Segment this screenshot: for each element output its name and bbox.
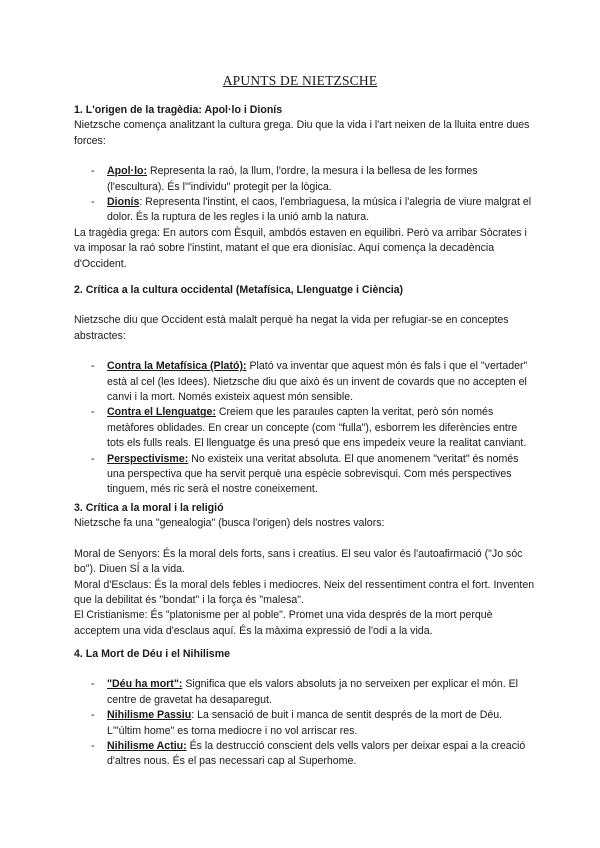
list-item-text: No existeix una veritat absoluta. El que anomenem "veritat" és només una perspectiva que ha servit perquè una espècie sobrevisqui. Com més perspectives tinguem, més ric serà el nostre coneixement. (107, 452, 519, 496)
list-item (74, 739, 536, 770)
page-title: APUNTS DE NIETZSCHE (222, 73, 378, 88)
list-item-term: Nihilisme Actiu: (107, 740, 187, 753)
list-item (74, 708, 536, 739)
list-item-text: És la destrucció conscient dels vells valors per deixar espai a la creació d'altres nous. És el pas necessari cap al Superhome. (107, 740, 526, 768)
section-intro: Nietzsche fa una "genealogia" (busca l'origen) dels nostres valors: (74, 517, 385, 530)
paragraph: Moral d'Esclaus: És la moral dels febles i mediocres. Neix del ressentiment contra el fort. Inventen que la debilitat és "bondat" i la força és "malesa". (74, 578, 535, 607)
list-item-term: Nihilisme Passiu (107, 709, 192, 722)
section-outro: La tragèdia grega: En autors com Èsquil, ambdós estaven en equilibri. Però va arribar Sòcrates i va imposar la raó sobre l'instint, matant el que era dionisíac. Aquí comença la decadència d'Occident. (74, 226, 527, 270)
list-item-text: : La sensació de buit i manca de sentit després de la mort de Déu. L'"últim home" es torna mediocre i no vol arriscar res. (107, 709, 503, 737)
list-item-term: Contra la Metafísica (Plató): (107, 360, 247, 373)
list-item-text: Significa que els valors absoluts ja no serveixen per explicar el món. El centre de gravetat ha desaparegut. (107, 678, 519, 706)
list-item-term: Dionís (107, 196, 140, 209)
section-heading: 4. La Mort de Déu i el Nihilisme (74, 648, 230, 660)
list-item-text: Plató va inventar que aquest món és fals i que el "vertader" està al cel (les Idees). Nietzsche diu que això és un invent de covards que no accepten el canvi i la mort. Només existeix aquest món sensible. (107, 360, 528, 404)
bullet-list (74, 164, 536, 226)
list-item (74, 677, 536, 708)
section-intro: Nietzsche comença analitzant la cultura grega. Diu que la vida i l'art neixen de la lluita entre dues forces: (74, 119, 530, 147)
bullet-list (74, 677, 536, 769)
list-item-term: Apol·lo: (107, 165, 148, 178)
list-item (74, 164, 536, 195)
section-heading: 3. Crítica a la moral i la religió (74, 502, 224, 514)
list-item-text: Representa la raó, la llum, l'ordre, la mesura i la bellesa de les formes (l'escultura). És l'"individu" protegit per la lògica. (107, 165, 478, 193)
section-4 (74, 647, 536, 770)
paragraph: El Cristianisme: És "platonisme per al poble". Promet una vida després de la mort perquè acceptem una vida d'esclaus aquí. És la màxima expressió de l'odi a la vida. (74, 609, 493, 637)
list-item (74, 405, 536, 451)
list-item-text: : Representa l'instint, el caos, l'embriaguesa, la música i l'alegria de viure malgrat el dolor. És la ruptura de les regles i la unió amb la natura. (107, 196, 532, 224)
section-heading: 1. L'origen de la tragèdia: Apol·lo i Dionís (74, 104, 283, 116)
list-item (74, 359, 536, 405)
list-item-text: Creiem que les paraules capten la veritat, però són només metàfores oblidades. En crear un concepte (com "fulla"), esborrem les diferències entre tots els fulls reals. El llenguatge és una presó que ens impedeix veure la realitat canviant. (107, 406, 527, 450)
list-item-term: Contra el Llenguatge: (107, 406, 216, 419)
section-intro: Nietzsche diu que Occident està malalt perquè ha negat la vida per refugiar-se en conceptes abstractes: (74, 314, 509, 342)
bullet-list (74, 359, 536, 498)
section-2 (74, 283, 536, 498)
section-3 (74, 501, 536, 639)
list-item-term: "Déu ha mort": (107, 678, 183, 691)
list-item (74, 452, 536, 498)
section-heading: 2. Crítica a la cultura occidental (Metafísica, Llenguatge i Ciència) (74, 284, 404, 296)
section-1 (74, 103, 536, 272)
paragraph: Moral de Senyors: És la moral dels forts, sans i creatius. El seu valor és l'autoafirmació ("Jo sóc bo"). Diuen SÍ a la vida. (74, 547, 523, 576)
list-item-term: Perspectivisme: (107, 452, 189, 465)
list-item (74, 195, 536, 226)
